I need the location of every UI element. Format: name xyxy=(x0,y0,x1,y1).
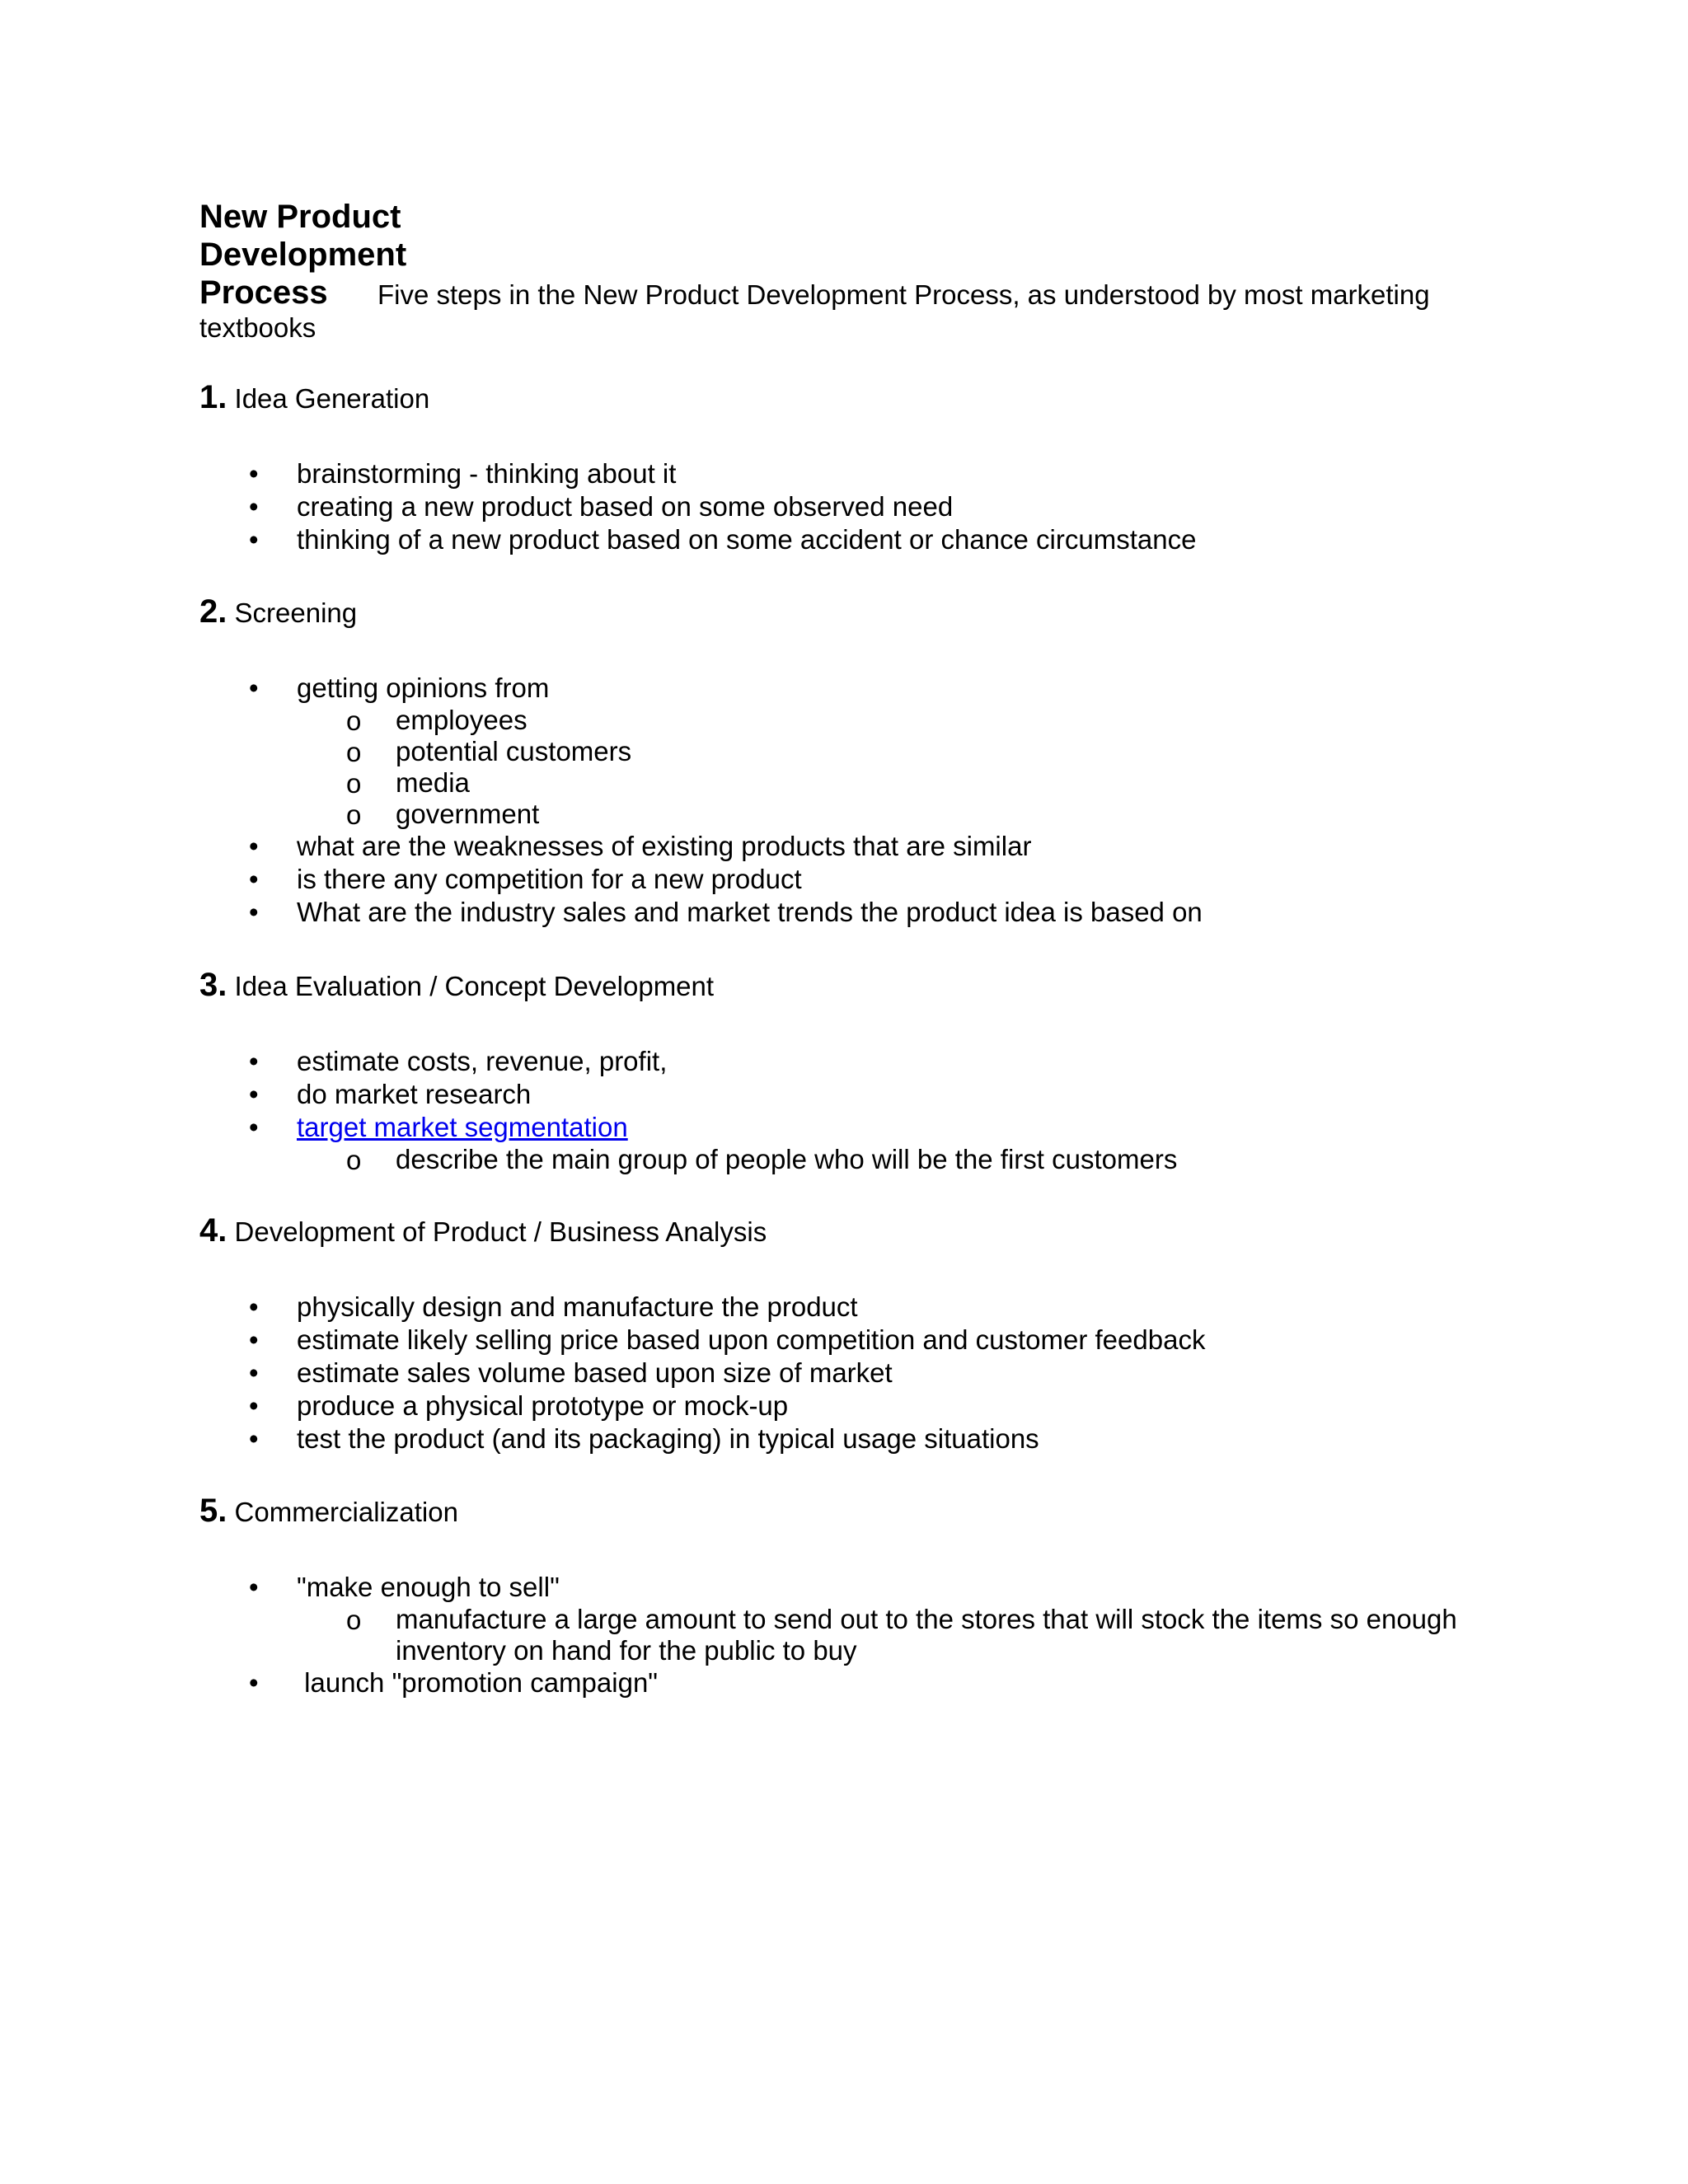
step-2-list xyxy=(199,672,1203,929)
step-5-list xyxy=(199,1571,1485,1699)
list-item: • test the product (and its packaging) in typical usage situations xyxy=(249,1423,1039,1454)
step-1-list xyxy=(199,457,1196,556)
intro-text: Five steps in the New Product Development Process, as understood by most marketing textbooks xyxy=(199,279,1430,343)
sub-list-item: o describe the main group of people who will be the first customers xyxy=(346,1144,1178,1175)
list-item: • estimate sales volume based upon size of market xyxy=(249,1357,893,1388)
bullet-icon: • xyxy=(249,1423,259,1454)
step-number: 4. xyxy=(199,1212,227,1249)
bullet-icon: • xyxy=(249,1667,259,1698)
sub-list-item: o potential customers xyxy=(346,736,632,767)
step-5-heading xyxy=(199,1494,458,1529)
list-item: • getting opinions from xyxy=(249,673,550,703)
bullet-icon: • xyxy=(249,458,259,489)
step-4-heading xyxy=(199,1214,767,1249)
step-title: Commercialization xyxy=(234,1497,458,1527)
sub-list-item: o employees xyxy=(346,705,528,736)
list-item xyxy=(199,1111,1177,1144)
bullet-icon: • xyxy=(249,1357,259,1388)
step-title: Idea Generation xyxy=(234,383,430,414)
list-item: • produce a physical prototype or mock-up xyxy=(249,1390,789,1421)
step-2-heading xyxy=(199,595,357,630)
bullet-icon: • xyxy=(249,1324,259,1355)
step-number: 2. xyxy=(199,593,227,630)
list-item: • is there any competition for a new product xyxy=(249,864,802,894)
list-item: • launch "promotion campaign" xyxy=(249,1667,659,1698)
list-item: • thinking of a new product based on some accident or chance circumstance xyxy=(249,524,1197,555)
step-number: 5. xyxy=(199,1493,227,1529)
step-number: 1. xyxy=(199,379,227,415)
list-item: • do market research xyxy=(249,1079,532,1109)
list-item: • estimate costs, revenue, profit, xyxy=(249,1046,668,1076)
circle-bullet-icon: o xyxy=(346,737,362,767)
step-number: 3. xyxy=(199,967,227,1003)
list-item: • brainstorming - thinking about it xyxy=(249,458,677,489)
circle-bullet-icon: o xyxy=(346,1145,362,1175)
sub-list-item: o manufacture a large amount to send out to the stores that will stock the items so enough inventory on hand for the public to buy xyxy=(346,1604,1457,1666)
list-item: • "make enough to sell" xyxy=(249,1572,560,1602)
sub-list-item: o government xyxy=(346,799,540,830)
page-title-line-1: New Product xyxy=(199,199,401,235)
step-3-heading xyxy=(199,968,714,1003)
list-item: • physically design and manufacture the product xyxy=(249,1291,858,1322)
bullet-icon: • xyxy=(249,1079,259,1109)
sub-list-item: o media xyxy=(346,767,470,799)
bullet-icon: • xyxy=(249,1112,259,1142)
bullet-icon: • xyxy=(249,1046,259,1076)
step-title: Screening xyxy=(234,598,358,628)
list-item: • what are the weaknesses of existing products that are similar xyxy=(249,831,1032,861)
bullet-icon: • xyxy=(249,1572,259,1602)
step-3-list xyxy=(199,1045,1177,1175)
target-market-segmentation-link[interactable]: target market segmentation xyxy=(297,1112,628,1142)
circle-bullet-icon: o xyxy=(346,799,362,830)
circle-bullet-icon: o xyxy=(346,768,362,799)
list-item: • What are the industry sales and market trends the product idea is based on xyxy=(249,897,1203,927)
page-title-line-2: Development xyxy=(199,237,407,273)
bullet-icon: • xyxy=(249,864,259,894)
step-4-list xyxy=(199,1291,1205,1455)
list-item: • creating a new product based on some observed need xyxy=(249,491,954,522)
title-block xyxy=(199,198,1502,354)
step-title: Development of Product / Business Analysis xyxy=(234,1216,767,1247)
bullet-icon: • xyxy=(249,524,259,555)
bullet-icon: • xyxy=(249,1390,259,1421)
bullet-icon: • xyxy=(249,897,259,927)
circle-bullet-icon: o xyxy=(346,1605,362,1635)
bullet-icon: • xyxy=(249,491,259,522)
bullet-icon: • xyxy=(249,831,259,861)
bullet-icon: • xyxy=(249,1291,259,1322)
bullet-icon: • xyxy=(249,673,259,703)
list-item: • estimate likely selling price based upon competition and customer feedback xyxy=(249,1324,1206,1355)
step-title: Idea Evaluation / Concept Development xyxy=(234,971,715,1001)
page-title-line-3: Process xyxy=(199,274,328,311)
step-1-heading xyxy=(199,381,429,415)
circle-bullet-icon: o xyxy=(346,705,362,736)
document-page xyxy=(199,198,1502,1698)
